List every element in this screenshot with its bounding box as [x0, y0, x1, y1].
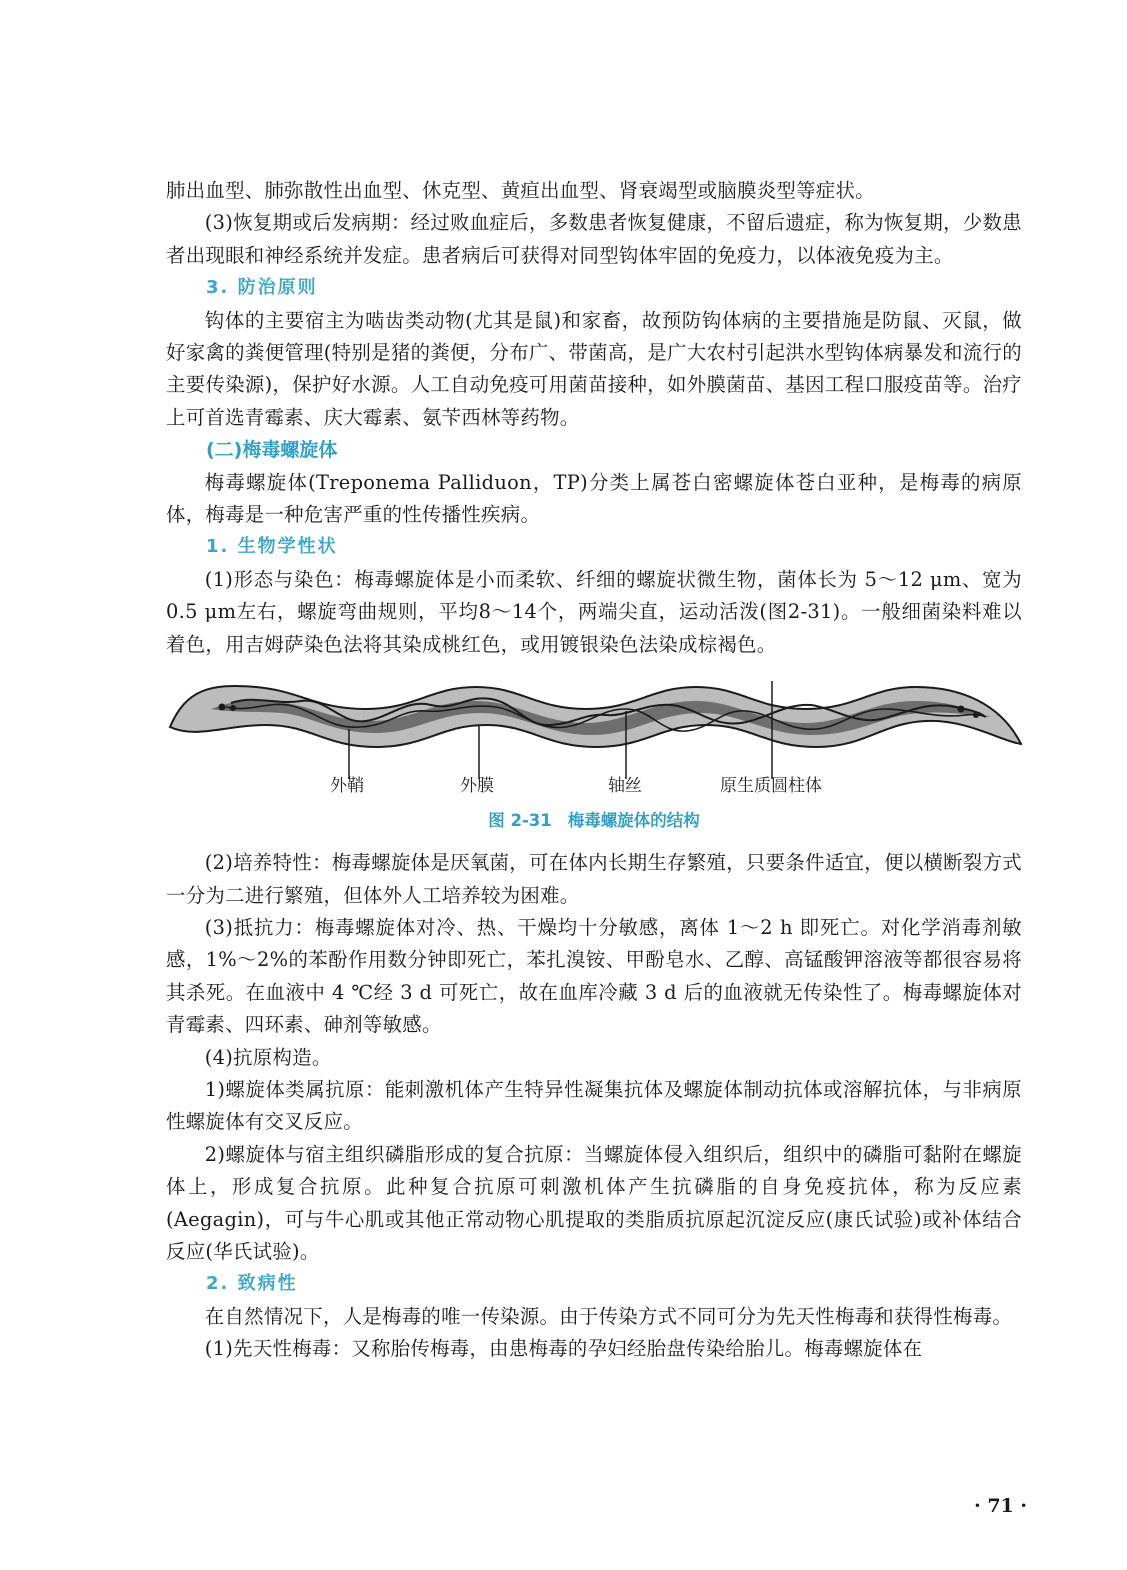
- paragraph-group-antigen: 1)螺旋体类属抗原：能刺激机体产生特异性凝集抗体及螺旋体制动抗体或溶解抗体，与非病原性螺旋体有交叉反应。: [166, 1077, 1022, 1134]
- label-protoplasmic-cylinder: 原生质圆柱体: [720, 776, 822, 797]
- paragraph-recovery-phase: (3)恢复期或后发病期：经过败血症后，多数患者恢复健康，不留后遗症，称为恢复期，少数患者出现眼和神经系统并发症。患者病后可获得对同型钩体牢固的免疫力，以体液免疫为主。: [166, 211, 1022, 267]
- paragraph-prevention: 钩体的主要宿主为啮齿类动物(尤其是鼠)和家畜，故预防钩体病的主要措施是防鼠、灭鼠，做好家禽的粪便管理(特别是猪的粪便，分布广、带菌高，是广大农村引起洪水型钩体病暴发和流行的主要传染源)，保护好水源。人工自动免疫可用菌苗接种，如外膜菌苗、基因工程口服疫苗等。治疗上可首选青霉素、庆大霉素、氨苄西林等药物。: [166, 308, 1022, 429]
- paragraph-infection-source: 在自然情况下，人是梅毒的唯一传染源。由于传染方式不同可分为先天性梅毒和获得性梅毒。: [204, 1304, 1013, 1328]
- figure-caption-number: 图 2-31: [488, 811, 552, 831]
- paragraph-congenital-syphilis: (1)先天性梅毒：又称胎传梅毒，由患梅毒的孕妇经胎盘传染给胎儿。梅毒螺旋体在: [204, 1337, 923, 1361]
- treponema-diagram: [166, 669, 1022, 779]
- paragraph-treponema-intro: 梅毒螺旋体(Treponema Palliduon，TP)分类上属苍白密螺旋体苍白亚种，是梅毒的病原体，梅毒是一种危害严重的性传播性疾病。: [166, 470, 1022, 527]
- paragraph-resistance: (3)抵抗力：梅毒螺旋体对冷、热、干燥均十分敏感，离体 1～2 h 即死亡。对化学消毒剂敏感，1%～2%的苯酚作用数分钟即死亡，苯扎溴铵、甲酚皂水、乙醇、高锰酸钾溶液等都很容易将其杀死。在血液中 4 ℃经 3 d 可死亡，故在血库冷藏 3 d 后的血液就无传染性了。梅毒螺旋体对青霉素、四环素、砷剂等敏感。: [166, 915, 1022, 1037]
- figure-caption-text: 梅毒螺旋体的结构: [567, 811, 700, 831]
- section-title-treponema: (二)梅毒螺旋体: [206, 439, 338, 462]
- paragraph-morphology: (1)形态与染色：梅毒螺旋体是小而柔软、纤细的螺旋状微生物，菌体长为 5～12 μm、宽为0.5 μm左右，螺旋弯曲规则，平均8～14个，两端尖直，运动活泼(图2-31)。一般细菌染料难以着色，用吉姆萨染色法将其染成桃红色，或用镀银染色法染成棕褐色。: [166, 567, 1022, 656]
- page-number: · 71 ·: [974, 1495, 1027, 1517]
- paragraph-culture: (2)培养特性：梅毒螺旋体是厌氧菌，可在体内长期生存繁殖，只要条件适宜，便以横断裂方式一分为二进行繁殖，但体外人工培养较为困难。: [166, 851, 1022, 907]
- filament-end-right: [958, 706, 965, 713]
- label-outer-membrane: 外膜: [460, 776, 494, 797]
- figure-treponema-structure: [166, 669, 1022, 831]
- label-outer-sheath: 外鞘: [330, 776, 364, 797]
- heading-prevention-principles: 3. 防治原则: [206, 277, 318, 299]
- figure-caption: [166, 807, 1022, 831]
- paragraph-continuation: 肺出血型、肺弥散性出血型、休克型、黄疸出血型、肾衰竭型或脑膜炎型等症状。: [166, 179, 875, 202]
- paragraph-complex-antigen: 2)螺旋体与宿主组织磷脂形成的复合抗原：当螺旋体侵入组织后，组织中的磷脂可黏附在螺旋体上，形成复合抗原。此种复合抗原可刺激机体产生抗磷脂的自身免疫抗体，称为反应素(Aegagin)，可与牛心肌或其他正常动物心肌提取的类脂质抗原起沉淀反应(康氏试验)或补体结合反应(华氏试验)。: [166, 1142, 1022, 1263]
- label-axial-filament: 轴丝: [608, 776, 642, 797]
- heading-pathogenicity: 2. 致病性: [206, 1273, 298, 1295]
- filament-end-left-2: [230, 705, 236, 711]
- paragraph-antigen-structure: (4)抗原构造。: [204, 1045, 332, 1069]
- filament-end-left: [219, 704, 226, 711]
- page-content: [166, 175, 1022, 1366]
- heading-biological-characteristics: 1. 生物学性状: [206, 536, 338, 558]
- filament-end-right-2: [973, 712, 979, 718]
